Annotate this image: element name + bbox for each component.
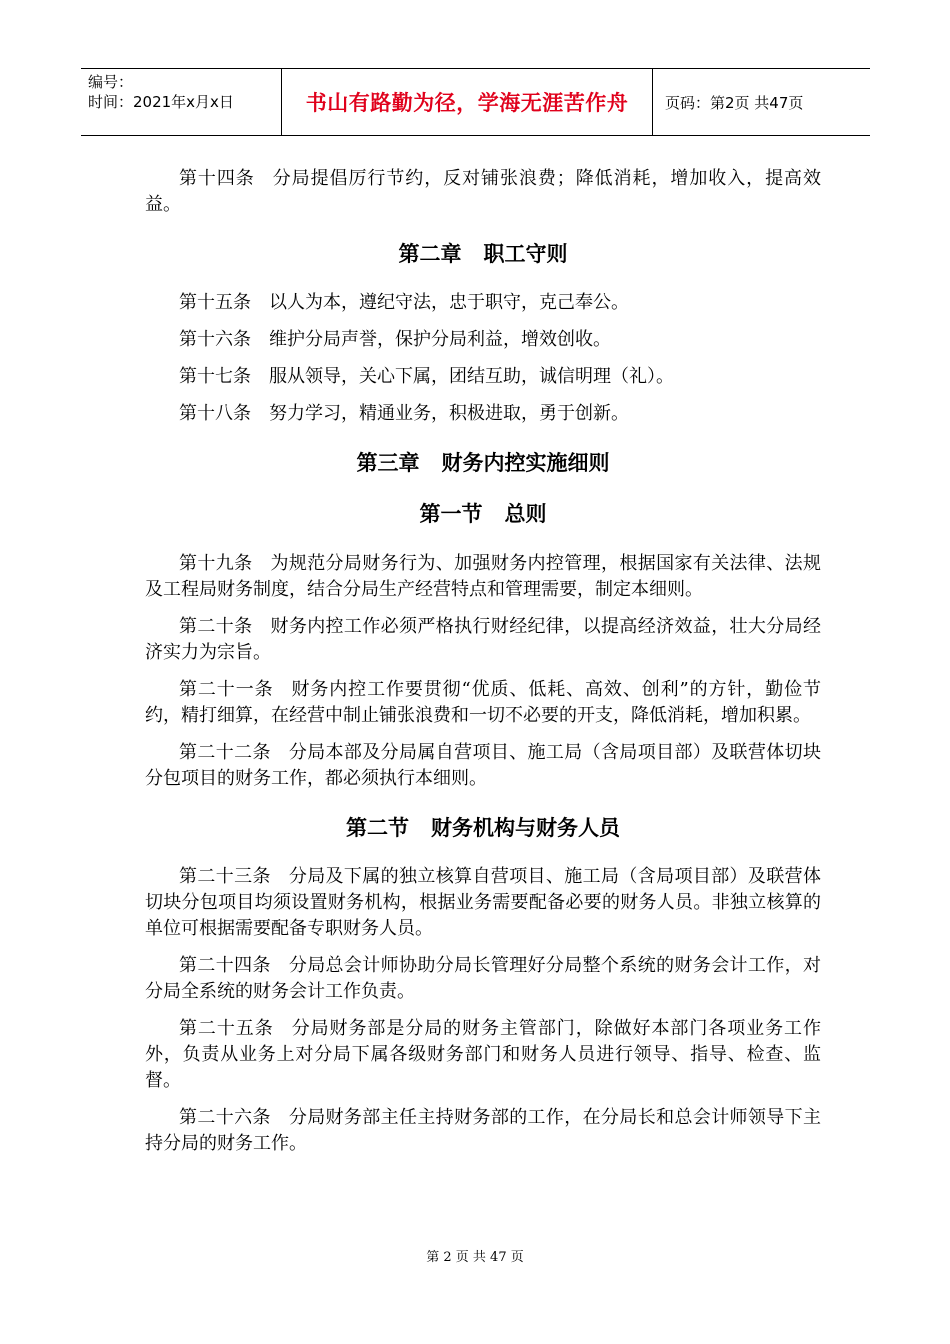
article-number: 第十五条 — [179, 292, 251, 313]
time-label: 时间：2021年x月x日 — [88, 93, 234, 111]
header-motto-cell — [282, 69, 653, 135]
article-25 — [145, 1016, 821, 1094]
document-body — [145, 166, 821, 1168]
header-page-cell — [653, 69, 870, 135]
article-number: 第十七条 — [179, 366, 251, 387]
article-text: 分局财务部是分局的财务主管部门，除做好本部门各项业务工作外，负责从业务上对分局下属各级财务部门和财务人员进行领导、指导、检查、监督。 — [145, 1018, 821, 1091]
article-text: 分局总会计师协助分局长管理好分局整个系统的财务会计工作，对分局全系统的财务会计工作负责。 — [145, 955, 822, 1002]
section-2-heading — [145, 813, 821, 843]
article-number: 第十八条 — [179, 403, 251, 424]
article-text: 分局提倡厉行节约，反对铺张浪费；降低消耗，增加收入，提高效益。 — [145, 168, 821, 215]
article-text: 以人为本，遵纪守法，忠于职守，克己奉公。 — [269, 292, 629, 313]
chapter-3-heading — [145, 448, 821, 478]
section-number: 第二节 — [346, 816, 409, 840]
article-21 — [145, 677, 821, 729]
article-22 — [145, 740, 821, 792]
article-text: 分局本部及分局属自营项目、施工局（含局项目部）及联营体切块分包项目的财务工作，都必须执行本细则。 — [145, 742, 822, 789]
article-text: 努力学习，精通业务，积极进取，勇于创新。 — [269, 403, 629, 424]
section-title: 财务机构与财务人员 — [431, 816, 620, 840]
section-title: 总则 — [504, 502, 547, 526]
article-text: 服从领导，关心下属，团结互助，诚信明理（礼）。 — [269, 366, 674, 387]
article-number: 第十四条 — [179, 168, 255, 189]
section-1-heading — [145, 499, 821, 529]
article-23 — [145, 864, 821, 942]
article-text: 维护分局声誉，保护分局利益，增效创收。 — [269, 329, 611, 350]
article-16 — [145, 327, 821, 353]
article-number: 第二十二条 — [179, 742, 271, 763]
article-number: 第二十五条 — [179, 1018, 274, 1039]
article-number: 第二十四条 — [179, 955, 271, 976]
article-15 — [145, 290, 821, 316]
article-24 — [145, 953, 821, 1005]
chapter-title: 职工守则 — [483, 242, 568, 266]
chapter-number: 第二章 — [398, 242, 462, 266]
article-14 — [145, 166, 821, 218]
section-number: 第一节 — [419, 502, 483, 526]
article-19 — [145, 551, 821, 603]
number-label: 编号： — [88, 73, 134, 91]
article-text: 分局及下属的独立核算自营项目、施工局（含局项目部）及联营体切块分包项目均须设置财务机构，根据业务需要配备必要的财务人员。非独立核算的单位可根据需要配备专职财务人员。 — [145, 866, 822, 939]
article-text: 财务内控工作必须严格执行财经纪律，以提高经济效益，壮大分局经济实力为宗旨。 — [145, 616, 822, 663]
article-number: 第二十三条 — [179, 866, 271, 887]
chapter-number: 第三章 — [356, 451, 420, 475]
article-text: 财务内控工作要贯彻“优质、低耗、高效、创利”的方针，勤俭节约，精打细算，在经营中制止铺张浪费和一切不必要的开支，降低消耗，增加积累。 — [145, 679, 821, 726]
chapter-2-heading — [145, 239, 821, 269]
article-number: 第二十六条 — [179, 1107, 271, 1128]
article-18 — [145, 401, 821, 427]
article-number: 第十九条 — [179, 553, 253, 574]
article-number: 第十六条 — [179, 329, 251, 350]
header-meta-cell — [81, 69, 282, 135]
article-26 — [145, 1105, 821, 1157]
article-text: 为规范分局财务行为、加强财务内控管理，根据国家有关法律、法规及工程局财务制度，结合分局生产经营特点和管理需要，制定本细则。 — [145, 553, 822, 600]
footer-page-number: 第 2 页 共 47 页 — [426, 1250, 524, 1265]
chapter-title: 财务内控实施细则 — [441, 451, 610, 475]
page-info: 页码：第2页 共47页 — [665, 93, 804, 112]
page-footer — [0, 1246, 950, 1265]
article-20 — [145, 614, 821, 666]
article-number: 第二十条 — [179, 616, 253, 637]
article-number: 第二十一条 — [179, 679, 274, 700]
article-text: 分局财务部主任主持财务部的工作，在分局长和总会计师领导下主持分局的财务工作。 — [145, 1107, 822, 1154]
document-header — [81, 68, 870, 136]
motto-text: 书山有路勤为径，学海无涯苦作舟 — [305, 91, 629, 115]
article-17 — [145, 364, 821, 390]
